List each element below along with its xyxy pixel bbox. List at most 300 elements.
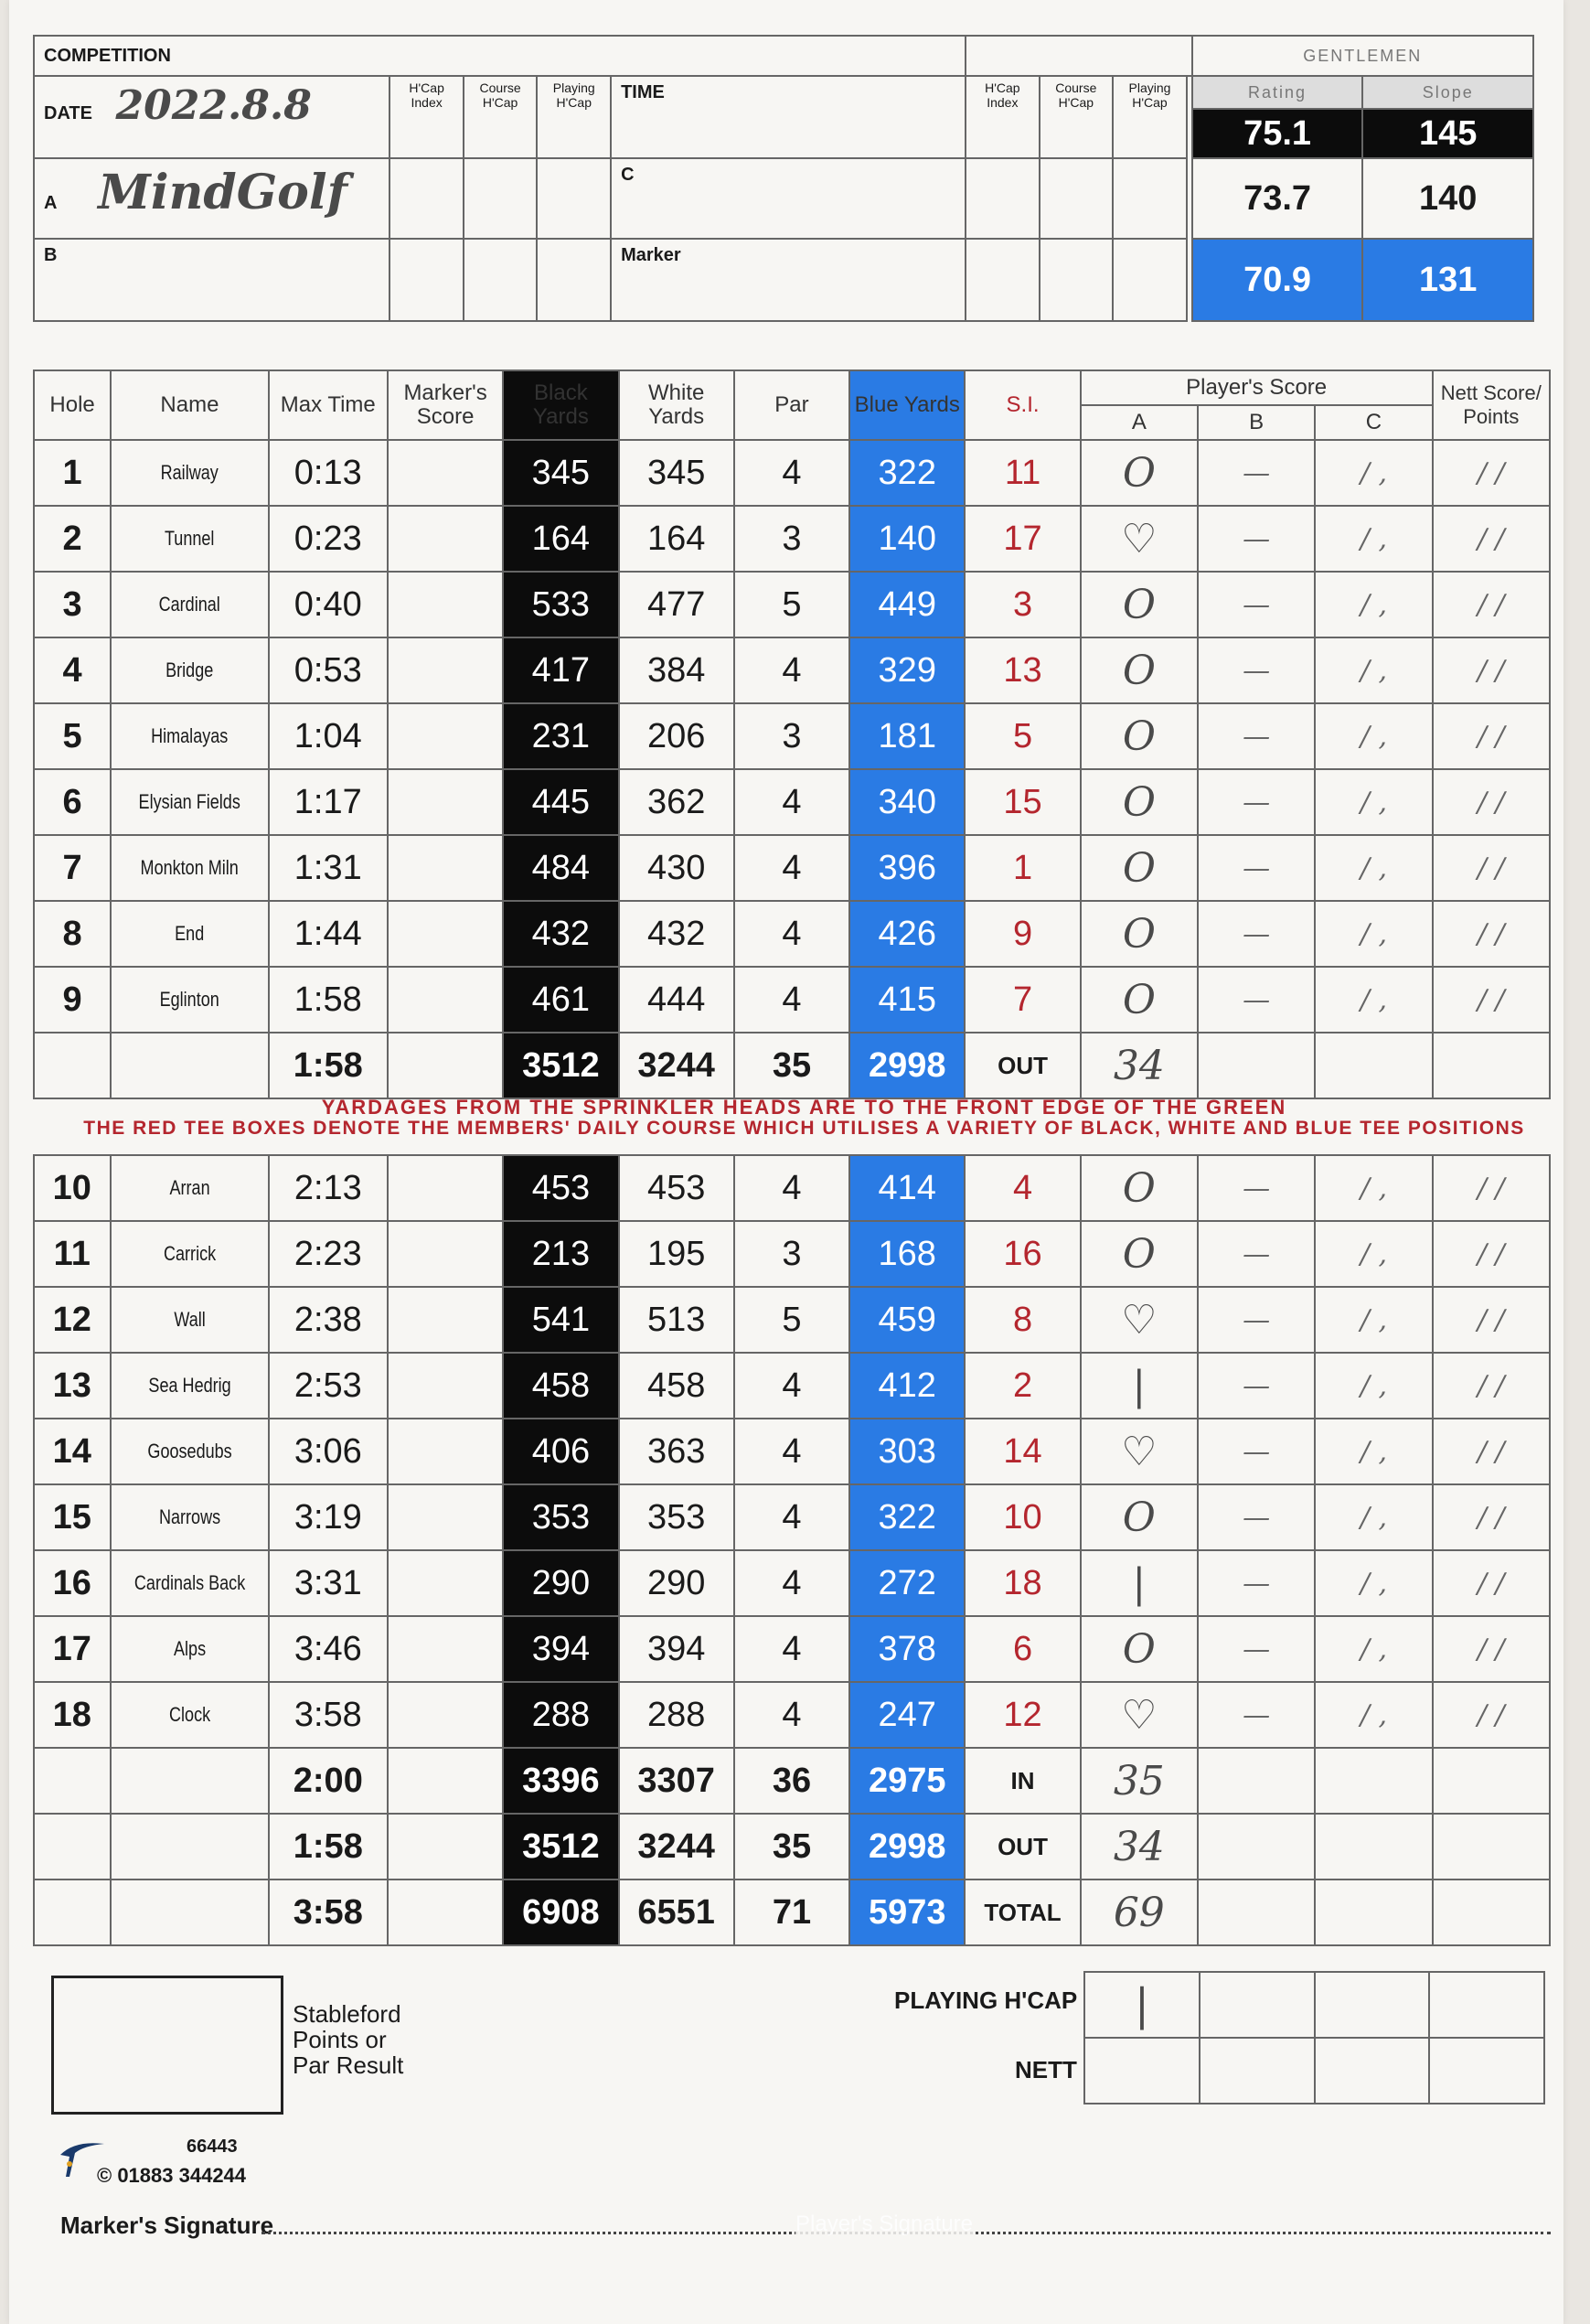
player-a-score[interactable]: O: [1081, 440, 1198, 506]
total-nett[interactable]: [1433, 1033, 1550, 1098]
white-yards: 195: [619, 1221, 734, 1287]
player-a-course-hcap[interactable]: [464, 158, 538, 239]
player-b-score[interactable]: —: [1198, 637, 1315, 703]
playing-hcap-label: PLAYING H'CAP: [894, 1987, 1078, 2014]
black-yards: 394: [503, 1616, 618, 1682]
hole-number: 18: [34, 1682, 111, 1748]
black-slope: 145: [1362, 109, 1533, 158]
stroke-index: 6: [965, 1616, 1080, 1682]
player-b-score[interactable]: —: [1198, 703, 1315, 769]
hole-name: Monkton Miln: [125, 835, 254, 901]
nett-points-cell[interactable]: / /: [1433, 1155, 1550, 1221]
par: 4: [734, 637, 849, 703]
blue-yards: 415: [849, 967, 965, 1033]
total-blue-yards: 2998: [849, 1814, 965, 1880]
total-row: [34, 1814, 1550, 1880]
stroke-index: 5: [965, 703, 1080, 769]
nett-points-cell[interactable]: / /: [1433, 769, 1550, 835]
player-c-score[interactable]: / ,: [1315, 506, 1432, 572]
markers-score[interactable]: [388, 572, 503, 637]
stableford-label: Stableford Points or Par Result: [293, 2000, 404, 2079]
total-black-yards: 3396: [503, 1748, 618, 1814]
player-a-score[interactable]: O: [1081, 1616, 1198, 1682]
white-yards: 290: [619, 1550, 734, 1616]
hole-number: 15: [34, 1484, 111, 1550]
player-a-score[interactable]: O: [1081, 1484, 1198, 1550]
logo-code: 66443: [187, 2137, 238, 2157]
total-black-yards: 3512: [503, 1033, 618, 1098]
date-label: DATE: [44, 103, 92, 123]
hole-number: 8: [34, 901, 111, 967]
player-a-score[interactable]: O: [1081, 572, 1198, 637]
total-blank: [111, 1814, 269, 1880]
max-time: 2:53: [269, 1353, 388, 1419]
hole-number: 6: [34, 769, 111, 835]
nett-points-cell[interactable]: / /: [1433, 506, 1550, 572]
stroke-index: 1: [965, 835, 1080, 901]
hole-row: [34, 1484, 1550, 1550]
nett-points-cell[interactable]: / /: [1433, 637, 1550, 703]
course-hcap-col-2: Course H'Cap: [1040, 76, 1114, 158]
hole-name: Himalayas: [125, 703, 254, 769]
total-blank: [111, 1748, 269, 1814]
player-c-score[interactable]: / ,: [1315, 637, 1432, 703]
player-a-score[interactable]: O: [1081, 703, 1198, 769]
player-c-score[interactable]: / ,: [1315, 572, 1432, 637]
playing-hcap-b[interactable]: [1200, 1972, 1315, 2038]
hole-name: End: [125, 901, 254, 967]
total-player-c[interactable]: [1315, 1033, 1432, 1098]
player-b-course-hcap[interactable]: [464, 239, 538, 321]
max-time: 2:23: [269, 1221, 388, 1287]
col-player-c: C: [1315, 405, 1432, 440]
marker-playing-hcap[interactable]: [1113, 239, 1187, 321]
total-white-yards: 3244: [619, 1033, 734, 1098]
player-c-score[interactable]: / ,: [1315, 1616, 1432, 1682]
hole-row: [34, 1155, 1550, 1221]
total-player-b[interactable]: [1198, 1033, 1315, 1098]
total-blank: [111, 1880, 269, 1945]
black-yards: 231: [503, 703, 618, 769]
nett-points-cell[interactable]: / /: [1433, 1484, 1550, 1550]
markers-score[interactable]: [388, 1419, 503, 1484]
markers-score[interactable]: [388, 835, 503, 901]
stroke-index: 10: [965, 1484, 1080, 1550]
hole-name: Elysian Fields: [125, 769, 254, 835]
hole-name: Wall: [124, 1287, 254, 1353]
par: 3: [734, 1221, 849, 1287]
hole-row: [34, 637, 1550, 703]
hole-row: [34, 572, 1550, 637]
max-time: 0:53: [269, 637, 388, 703]
front-nine-table: [33, 369, 1551, 1099]
date-cell[interactable]: [34, 76, 389, 158]
hole-number: 3: [34, 572, 111, 637]
stroke-index: 15: [965, 769, 1080, 835]
total-time: 2:00: [269, 1748, 388, 1814]
white-rating: 73.7: [1192, 158, 1363, 239]
nett-points-cell[interactable]: / /: [1433, 835, 1550, 901]
player-a-score[interactable]: ♡: [1081, 506, 1198, 572]
total-player-a[interactable]: 34: [1081, 1033, 1198, 1098]
total-time: 1:58: [269, 1814, 388, 1880]
markers-score[interactable]: [388, 1616, 503, 1682]
total-label: TOTAL: [965, 1880, 1080, 1945]
hole-row: [34, 1682, 1550, 1748]
par: 4: [734, 1682, 849, 1748]
player-a-score[interactable]: O: [1081, 835, 1198, 901]
hole-number: 13: [34, 1353, 111, 1419]
total-blank: [34, 1814, 111, 1880]
max-time: 0:13: [269, 440, 388, 506]
col-black-yards: Black Yards: [503, 370, 618, 440]
nett-b[interactable]: [1200, 2038, 1315, 2104]
markers-score[interactable]: [388, 901, 503, 967]
player-b-score[interactable]: —: [1198, 1353, 1315, 1419]
hole-row: [34, 506, 1550, 572]
total-label: OUT: [965, 1033, 1080, 1098]
max-time: 3:46: [269, 1616, 388, 1682]
hole-row: [34, 967, 1550, 1033]
markers-score[interactable]: [388, 703, 503, 769]
competition-header: [33, 35, 1534, 322]
nett-points-cell[interactable]: / /: [1433, 1221, 1550, 1287]
player-b-score[interactable]: —: [1198, 1419, 1315, 1484]
black-yards: 541: [503, 1287, 618, 1353]
stableford-box[interactable]: [51, 1976, 283, 2115]
nett-points-cell[interactable]: / /: [1433, 572, 1550, 637]
player-c-score[interactable]: / ,: [1315, 1484, 1432, 1550]
hole-number: 7: [34, 835, 111, 901]
blue-yards: 378: [849, 1616, 965, 1682]
par: 4: [734, 1616, 849, 1682]
white-yards: 362: [619, 769, 734, 835]
par: 4: [734, 1353, 849, 1419]
nett-points-cell[interactable]: / /: [1433, 1550, 1550, 1616]
playing-hcap-a[interactable]: |: [1084, 1972, 1200, 2038]
markers-score[interactable]: [388, 637, 503, 703]
blue-yards: 322: [849, 1484, 965, 1550]
max-time: 1:04: [269, 703, 388, 769]
total-player-c[interactable]: [1315, 1880, 1432, 1945]
player-a-score[interactable]: O: [1081, 1221, 1198, 1287]
max-time: 0:40: [269, 572, 388, 637]
hole-row: [34, 440, 1550, 506]
blue-yards: 396: [849, 835, 965, 901]
total-player-b[interactable]: [1198, 1880, 1315, 1945]
total-black-yards: 6908: [503, 1880, 618, 1945]
max-time: 3:19: [269, 1484, 388, 1550]
hole-row: [34, 1419, 1550, 1484]
blue-yards: 449: [849, 572, 965, 637]
markers-score[interactable]: [388, 506, 503, 572]
player-a-hcap-index[interactable]: [389, 158, 463, 239]
playing-hcap-col: Playing H'Cap: [537, 76, 611, 158]
black-yards: 290: [503, 1550, 618, 1616]
player-c-score[interactable]: / ,: [1315, 1353, 1432, 1419]
nett-points-cell[interactable]: / /: [1433, 1287, 1550, 1353]
nett-c[interactable]: [1315, 2038, 1430, 2104]
player-b-score[interactable]: —: [1198, 506, 1315, 572]
max-time: 1:58: [269, 967, 388, 1033]
col-players-score: Player's Score: [1081, 370, 1433, 405]
stroke-index: 11: [965, 440, 1080, 506]
slope-label: Slope: [1362, 76, 1533, 109]
total-markers[interactable]: [388, 1880, 503, 1945]
player-a-score[interactable]: ♡: [1081, 1682, 1198, 1748]
competition-value[interactable]: [966, 36, 1191, 76]
total-blank: [34, 1748, 111, 1814]
nett-points-cell[interactable]: / /: [1433, 1353, 1550, 1419]
back-nine-table: [33, 1154, 1551, 1946]
nett-a[interactable]: [1084, 2038, 1200, 2104]
white-yards: 164: [619, 506, 734, 572]
player-c-score[interactable]: / ,: [1315, 1419, 1432, 1484]
competition-label: COMPETITION: [34, 36, 966, 76]
markers-score[interactable]: [388, 1287, 503, 1353]
player-b-cell[interactable]: [34, 239, 389, 321]
time-label: TIME: [621, 82, 665, 102]
hole-name: Railway: [125, 440, 254, 506]
total-player-b[interactable]: [1198, 1814, 1315, 1880]
par: 4: [734, 1484, 849, 1550]
player-c-course-hcap[interactable]: [1040, 158, 1114, 239]
total-label: OUT: [965, 1814, 1080, 1880]
par: 3: [734, 703, 849, 769]
blue-rating: 70.9: [1192, 239, 1363, 321]
col-si: S.I.: [965, 370, 1080, 440]
col-name: Name: [111, 370, 268, 440]
blue-yards: 140: [849, 506, 965, 572]
black-yards: 164: [503, 506, 618, 572]
player-a-score[interactable]: |: [1081, 1550, 1198, 1616]
col-par: Par: [734, 370, 849, 440]
player-b-score[interactable]: —: [1198, 835, 1315, 901]
total-player-a[interactable]: 69: [1081, 1880, 1198, 1945]
hole-row: [34, 1221, 1550, 1287]
player-b-score[interactable]: —: [1198, 1221, 1315, 1287]
player-a-score[interactable]: ♡: [1081, 1287, 1198, 1353]
markers-score[interactable]: [388, 1155, 503, 1221]
nett-points-cell[interactable]: / /: [1433, 1682, 1550, 1748]
hole-row: [34, 1287, 1550, 1353]
markers-score[interactable]: [388, 1484, 503, 1550]
total-player-b[interactable]: [1198, 1748, 1315, 1814]
blue-yards: 303: [849, 1419, 965, 1484]
stroke-index: 14: [965, 1419, 1080, 1484]
total-player-c[interactable]: [1315, 1814, 1432, 1880]
markers-score[interactable]: [388, 769, 503, 835]
total-nett[interactable]: [1433, 1880, 1550, 1945]
stroke-index: 4: [965, 1155, 1080, 1221]
par: 4: [734, 1550, 849, 1616]
player-a-score[interactable]: O: [1081, 637, 1198, 703]
player-c-score[interactable]: / ,: [1315, 901, 1432, 967]
playing-hcap-c[interactable]: [1315, 1972, 1430, 2038]
total-player-a[interactable]: 34: [1081, 1814, 1198, 1880]
total-player-a[interactable]: 35: [1081, 1748, 1198, 1814]
player-a-score[interactable]: |: [1081, 1353, 1198, 1419]
total-par: 71: [734, 1880, 849, 1945]
player-a-name: MindGolf: [98, 165, 347, 220]
par: 4: [734, 1155, 849, 1221]
stroke-index: 2: [965, 1353, 1080, 1419]
total-nett[interactable]: [1433, 1748, 1550, 1814]
black-yards: 417: [503, 637, 618, 703]
hole-number: 1: [34, 440, 111, 506]
total-blue-yards: 2975: [849, 1748, 965, 1814]
nett-points-cell[interactable]: / /: [1433, 440, 1550, 506]
black-yards: 458: [503, 1353, 618, 1419]
player-a-score[interactable]: O: [1081, 901, 1198, 967]
player-c-cell[interactable]: [611, 158, 966, 239]
player-c-score[interactable]: / ,: [1315, 967, 1432, 1033]
nett-points-cell[interactable]: / /: [1433, 703, 1550, 769]
markers-score[interactable]: [388, 1221, 503, 1287]
par: 4: [734, 769, 849, 835]
player-c-score[interactable]: / ,: [1315, 1682, 1432, 1748]
nett-points-cell[interactable]: / /: [1433, 901, 1550, 967]
player-c-score[interactable]: / ,: [1315, 440, 1432, 506]
hole-number: 2: [34, 506, 111, 572]
max-time: 3:31: [269, 1550, 388, 1616]
total-white-yards: 3244: [619, 1814, 734, 1880]
player-c-score[interactable]: / ,: [1315, 1550, 1432, 1616]
hole-number: 5: [34, 703, 111, 769]
hole-name: Carrick: [124, 1221, 254, 1287]
player-b-hcap-index[interactable]: [389, 239, 463, 321]
player-a-score[interactable]: O: [1081, 967, 1198, 1033]
blue-yards: 414: [849, 1155, 965, 1221]
player-b-score[interactable]: —: [1198, 1550, 1315, 1616]
markers-signature-label: Marker's Signature: [60, 2212, 274, 2239]
blue-yards: 168: [849, 1221, 965, 1287]
marker-label: Marker: [621, 245, 681, 265]
time-cell[interactable]: [611, 76, 966, 158]
hcap-index-col: H'Cap Index: [389, 76, 463, 158]
blue-yards: 459: [849, 1287, 965, 1353]
player-c-score[interactable]: / ,: [1315, 769, 1432, 835]
black-yards: 453: [503, 1155, 618, 1221]
hole-name: Cardinal: [125, 572, 254, 637]
total-time: 3:58: [269, 1880, 388, 1945]
player-c-score[interactable]: / ,: [1315, 1287, 1432, 1353]
player-c-score[interactable]: / ,: [1315, 703, 1432, 769]
white-yards: 453: [619, 1155, 734, 1221]
max-time: 1:44: [269, 901, 388, 967]
player-b-score[interactable]: —: [1198, 1682, 1315, 1748]
par: 5: [734, 572, 849, 637]
player-a-score[interactable]: O: [1081, 769, 1198, 835]
player-b-score[interactable]: —: [1198, 1287, 1315, 1353]
player-b-playing-hcap[interactable]: [537, 239, 611, 321]
player-b-score[interactable]: —: [1198, 572, 1315, 637]
player-b-score[interactable]: —: [1198, 440, 1315, 506]
player-a-score[interactable]: ♡: [1081, 1419, 1198, 1484]
black-yards: 533: [503, 572, 618, 637]
markers-score[interactable]: [388, 967, 503, 1033]
blue-slope: 131: [1362, 239, 1533, 321]
nett-points-cell[interactable]: / /: [1433, 1419, 1550, 1484]
total-markers[interactable]: [388, 1814, 503, 1880]
total-white-yards: 3307: [619, 1748, 734, 1814]
white-yards: 363: [619, 1419, 734, 1484]
marker-cell[interactable]: [611, 239, 966, 321]
markers-score[interactable]: [388, 440, 503, 506]
player-c-score[interactable]: / ,: [1315, 1221, 1432, 1287]
player-b-score[interactable]: —: [1198, 901, 1315, 967]
hole-number: 4: [34, 637, 111, 703]
player-c-playing-hcap[interactable]: [1113, 158, 1187, 239]
rating-label: Rating: [1192, 76, 1363, 109]
nett-points-cell[interactable]: / /: [1433, 967, 1550, 1033]
hole-name: Cardinals Back: [124, 1550, 254, 1616]
hole-row: [34, 703, 1550, 769]
par: 5: [734, 1287, 849, 1353]
stroke-index: 8: [965, 1287, 1080, 1353]
total-blue-yards: 2998: [849, 1033, 965, 1098]
player-b-score[interactable]: —: [1198, 1155, 1315, 1221]
markers-score[interactable]: [388, 1682, 503, 1748]
col-blue-yards: Blue Yards: [849, 370, 965, 440]
white-yards: 353: [619, 1484, 734, 1550]
player-c-hcap-index[interactable]: [966, 158, 1039, 239]
par: 4: [734, 901, 849, 967]
date-value: 2022.8.8: [115, 82, 312, 129]
hole-number: 12: [34, 1287, 111, 1353]
player-b-score[interactable]: —: [1198, 1484, 1315, 1550]
marker-hcap-index[interactable]: [966, 239, 1039, 321]
markers-score[interactable]: [388, 1550, 503, 1616]
player-a-cell[interactable]: [34, 158, 389, 239]
player-c-score[interactable]: / ,: [1315, 835, 1432, 901]
hole-name: Clock: [124, 1682, 254, 1748]
total-markers[interactable]: [388, 1033, 503, 1098]
total-nett[interactable]: [1433, 1814, 1550, 1880]
hole-name: Eglinton: [125, 967, 254, 1033]
player-b-score[interactable]: —: [1198, 967, 1315, 1033]
player-b-score[interactable]: —: [1198, 1616, 1315, 1682]
hole-row: [34, 835, 1550, 901]
player-c-score[interactable]: / ,: [1315, 1155, 1432, 1221]
total-blank: [34, 1880, 111, 1945]
hole-row: [34, 769, 1550, 835]
white-yards: 432: [619, 901, 734, 967]
markers-score[interactable]: [388, 1353, 503, 1419]
blue-yards: 412: [849, 1353, 965, 1419]
player-a-playing-hcap[interactable]: [537, 158, 611, 239]
total-row: [34, 1880, 1550, 1945]
total-label: IN: [965, 1748, 1080, 1814]
white-yards: 458: [619, 1353, 734, 1419]
hole-name: Arran: [124, 1155, 254, 1221]
total-markers[interactable]: [388, 1748, 503, 1814]
total-player-c[interactable]: [1315, 1748, 1432, 1814]
nett-points[interactable]: [1429, 2038, 1544, 2104]
black-yards: 461: [503, 967, 618, 1033]
marker-course-hcap[interactable]: [1040, 239, 1114, 321]
white-yards: 206: [619, 703, 734, 769]
nett-points-cell[interactable]: / /: [1433, 1616, 1550, 1682]
playing-hcap-nett[interactable]: [1429, 1972, 1544, 2038]
col-max-time: Max Time: [269, 370, 388, 440]
player-b-score[interactable]: —: [1198, 769, 1315, 835]
blue-yards: 340: [849, 769, 965, 835]
white-yards: 345: [619, 440, 734, 506]
player-a-score[interactable]: O: [1081, 1155, 1198, 1221]
hole-number: 11: [34, 1221, 111, 1287]
blue-yards: 329: [849, 637, 965, 703]
